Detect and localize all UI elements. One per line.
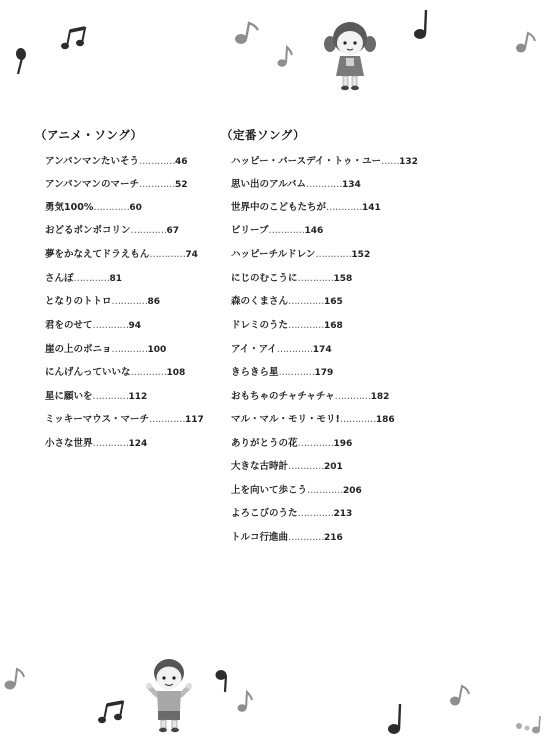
toc-entry [231, 222, 323, 236]
song-title: ビリーブ [231, 225, 269, 236]
boy-illustration [143, 655, 195, 735]
leader-dots: ………… [307, 485, 344, 496]
leader-dots: ………… [73, 273, 110, 284]
section-heading: （定番ソング） [221, 128, 306, 142]
song-title: アンパンマンのマーチ [45, 179, 139, 190]
song-title: ありがとうの花 [231, 438, 298, 449]
toc-entry [45, 388, 147, 402]
page-number: 186 [375, 415, 395, 425]
page-number: 117 [185, 415, 204, 425]
song-title: さんぽ [45, 273, 74, 284]
toc-entry [231, 341, 332, 355]
page-number: 46 [174, 157, 188, 167]
page-number: 196 [333, 439, 353, 449]
toc-entry [45, 341, 166, 355]
song-title: 夢をかなえてドラえもん [45, 249, 150, 260]
song-title: トルコ行進曲 [231, 532, 289, 543]
toc-entry [45, 411, 204, 425]
toc-entry [231, 435, 352, 449]
page-number: 81 [109, 274, 123, 284]
leader-dots: ………… [326, 202, 363, 213]
leader-dots: ………… [276, 344, 313, 355]
toc-entry [231, 505, 352, 519]
song-title: 星に願いを [45, 391, 93, 402]
page-number: 74 [185, 250, 198, 260]
song-title: アイ・アイ [231, 344, 277, 355]
music-note-icon [213, 665, 235, 693]
leader-dots: ………… [288, 320, 325, 331]
toc-entry [231, 364, 333, 378]
leader-dots: ………… [138, 179, 175, 190]
page-number: 146 [304, 226, 324, 236]
leader-dots: …… [381, 156, 400, 167]
toc-entry [231, 458, 343, 472]
song-title: 思い出のアルバム [231, 179, 306, 190]
leader-dots: ………… [315, 249, 352, 260]
song-title: 崖の上のポニョ [45, 344, 112, 355]
music-note-icon [2, 666, 26, 692]
leader-dots: ………… [130, 225, 167, 236]
music-note-icon [412, 8, 434, 42]
toc-entry [231, 411, 395, 425]
music-note-icon [234, 689, 254, 715]
leader-dots: ………… [288, 461, 325, 472]
page-number: 132 [399, 157, 418, 167]
toc-entry [45, 222, 179, 236]
toc-entry [231, 199, 381, 213]
song-title: 世界中のこどもたちが [231, 202, 327, 213]
page-number: 86 [147, 297, 161, 307]
song-title: 森のくまさん [231, 296, 289, 307]
page-number: 179 [314, 368, 334, 378]
page-number: 174 [312, 345, 332, 355]
song-title: 君をのせて [45, 320, 93, 331]
page-number: 108 [166, 368, 186, 378]
music-note-icon [448, 683, 472, 709]
toc-entry [231, 317, 343, 331]
page-number: 158 [333, 274, 353, 284]
leader-dots: ………… [305, 179, 342, 190]
toc-entry [231, 270, 352, 284]
decorative-mark-icon [512, 710, 542, 738]
page-number: 124 [128, 439, 148, 449]
leader-dots: ………… [297, 273, 334, 284]
page-number: 67 [166, 226, 180, 236]
song-title: ミッキーマウス・マーチ [45, 414, 150, 425]
song-title: 小さな世界 [45, 438, 93, 449]
page-number: 206 [343, 486, 362, 496]
song-title: 勇気100% [45, 202, 94, 213]
leader-dots: ………… [334, 391, 371, 402]
song-title: ハッピーチルドレン [231, 249, 316, 260]
music-note-icon [514, 30, 538, 56]
page-number: 152 [351, 250, 371, 260]
toc-entry [231, 529, 343, 543]
song-title: にじのむこうに [231, 273, 298, 284]
page-number: 182 [370, 392, 390, 402]
section-heading: （アニメ・ソング） [35, 128, 143, 142]
music-note-icon [14, 44, 34, 76]
toc-entry [231, 153, 418, 167]
leader-dots: ………… [130, 367, 167, 378]
music-note-icon [233, 20, 261, 48]
page-number: 213 [333, 509, 353, 519]
song-title: ハッピー・バースデイ・トゥ・ユー [231, 156, 382, 167]
leader-dots: ………… [278, 367, 315, 378]
leader-dots: ………… [92, 320, 129, 331]
toc-entry [231, 246, 370, 260]
music-note-icon [274, 44, 294, 70]
leader-dots: ………… [93, 202, 130, 213]
toc-entry [45, 270, 122, 284]
song-title: アンパンマンたいそう [45, 156, 139, 167]
song-title: 大きな古時計 [231, 461, 289, 472]
leader-dots: ………… [149, 414, 186, 425]
leader-dots: ………… [111, 344, 148, 355]
toc-entry [231, 482, 362, 496]
beamed-notes-icon [60, 26, 88, 52]
leader-dots: ………… [288, 296, 325, 307]
song-title: ドレミのうた [231, 320, 289, 331]
toc-entry [45, 293, 160, 307]
page-number: 52 [174, 180, 188, 190]
music-note-icon [386, 702, 408, 736]
leader-dots: ………… [297, 438, 334, 449]
page-number: 165 [324, 297, 343, 307]
toc-entry [231, 176, 361, 190]
toc-entry [45, 246, 198, 260]
leader-dots: ………… [111, 296, 148, 307]
toc-entry [45, 435, 147, 449]
page-number: 60 [129, 203, 142, 213]
page-number: 168 [324, 321, 343, 331]
page-number: 112 [128, 392, 148, 402]
page-number: 134 [341, 180, 361, 190]
song-title: きらきら星 [231, 367, 279, 378]
leader-dots: ………… [268, 225, 305, 236]
page-number: 201 [324, 462, 343, 472]
leader-dots: ………… [92, 391, 129, 402]
leader-dots: ………… [138, 156, 175, 167]
page-number: 141 [362, 203, 381, 213]
beamed-notes-icon [97, 700, 127, 726]
song-title: 上を向いて歩こう [231, 485, 308, 496]
toc-entry [231, 388, 389, 402]
girl-illustration [322, 14, 378, 92]
leader-dots: ………… [297, 508, 334, 519]
toc-entry [45, 364, 185, 378]
page-number: 94 [128, 321, 142, 331]
page-number: 100 [147, 345, 167, 355]
song-title: よろこびのうた [231, 508, 298, 519]
leader-dots: ………… [149, 249, 186, 260]
song-title: にんげんっていいな [45, 367, 131, 378]
leader-dots: ………… [288, 532, 325, 543]
song-title: となりのトトロ [45, 296, 112, 307]
song-title: おもちゃのチャチャチャ [231, 391, 335, 402]
toc-entry [45, 153, 188, 167]
song-title: マル・マル・モリ・モリ! [231, 414, 340, 425]
page-number: 216 [324, 533, 343, 543]
toc-entry [45, 199, 142, 213]
toc-entry [45, 176, 188, 190]
toc-entry [231, 293, 343, 307]
song-title: おどるポンポコリン [45, 225, 131, 236]
leader-dots: ………… [92, 438, 129, 449]
leader-dots: ………… [339, 414, 376, 425]
toc-entry [45, 317, 141, 331]
